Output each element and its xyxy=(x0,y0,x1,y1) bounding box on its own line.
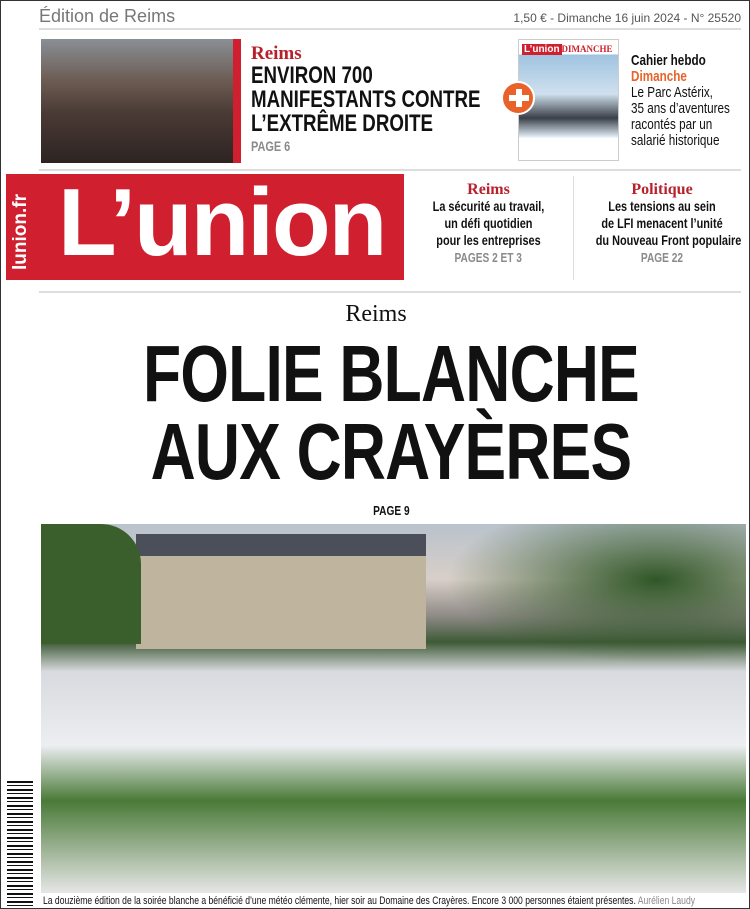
main-headline-2: AUX CRAYÈRES xyxy=(150,407,632,496)
supplement-cover-title: L’union xyxy=(524,44,560,55)
main-caption: La douzième édition de la soirée blanche a bénéficié d’une météo clémente, hier soir au Domaine des Crayères. Encore 3 000 personnes étaient présentes. xyxy=(43,895,636,907)
supplement-cover-sub: DIMANCHE xyxy=(561,44,613,54)
top-story-headline-3: L’EXTRÊME DROITE xyxy=(251,110,434,137)
top-story-headline-1: ENVIRON 700 xyxy=(251,62,373,89)
supplement-line2: Dimanche xyxy=(631,68,687,85)
logo-url: lunion.fr xyxy=(10,194,31,270)
teaser-kicker: Reims xyxy=(467,181,510,198)
main-photo xyxy=(41,524,746,893)
supplement-text: Le Parc Astérix, xyxy=(631,84,713,101)
logo-name: L’union xyxy=(58,169,386,276)
teaser-1[interactable] xyxy=(411,181,566,266)
teaser-2[interactable] xyxy=(577,181,747,266)
top-story-kicker: Reims xyxy=(251,43,302,64)
masthead-logo[interactable] xyxy=(6,169,404,280)
teaser-text: du Nouveau Front populaire xyxy=(595,232,742,248)
top-story-page: PAGE 6 xyxy=(251,138,291,154)
main-kicker: Reims xyxy=(345,301,407,327)
top-story-headline-2: MANIFESTANTS CONTRE xyxy=(251,86,481,113)
edition-label: Édition de Reims xyxy=(39,6,176,26)
teaser-text: pour les entreprises xyxy=(436,232,541,248)
barcode-icon xyxy=(7,781,33,906)
teaser-text: de LFI menacent l’unité xyxy=(601,215,723,231)
teaser-page: PAGE 22 xyxy=(640,250,684,265)
supplement-text: 35 ans d’aventures xyxy=(631,100,730,117)
main-headline-1: FOLIE BLANCHE xyxy=(143,329,639,418)
main-page: PAGE 9 xyxy=(372,503,410,518)
teaser-page: PAGES 2 ET 3 xyxy=(454,250,523,265)
teaser-text: La sécurité au travail, xyxy=(432,198,545,214)
teaser-kicker: Politique xyxy=(631,181,693,198)
teaser-text: un défi quotidien xyxy=(444,215,533,231)
supplement-text: racontés par un xyxy=(631,116,713,133)
top-story-photo xyxy=(41,39,234,163)
plus-icon xyxy=(501,81,535,115)
teaser-text: Les tensions au sein xyxy=(608,198,716,214)
supplement-text: salarié historique xyxy=(631,132,720,149)
supplement-line1: Cahier hebdo xyxy=(631,52,706,69)
photo-credit: Aurélien Laudy xyxy=(637,895,696,907)
issue-info: 1,50 € - Dimanche 16 juin 2024 - N° 25520 xyxy=(513,11,741,25)
